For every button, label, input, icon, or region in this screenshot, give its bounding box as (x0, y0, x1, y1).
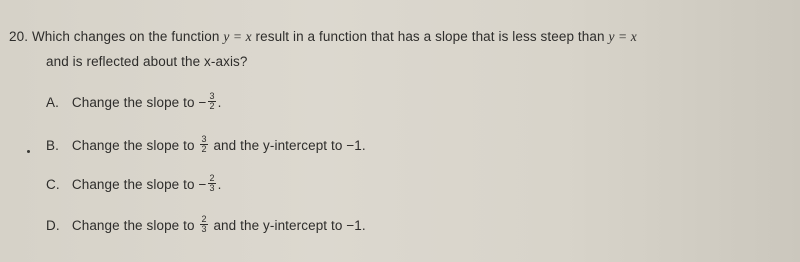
question-line-1 (9, 29, 637, 45)
option-text-end: and the y-intercept to −1. (213, 138, 366, 154)
fraction-denominator: 3 (201, 224, 207, 234)
option-text-end: and the y-intercept to −1. (213, 218, 366, 234)
slope-fraction (208, 92, 215, 111)
function-expression-2: y = x (608, 29, 637, 44)
slope-fraction (200, 135, 207, 154)
slope-fraction (208, 174, 215, 193)
option-c[interactable] (46, 173, 222, 195)
option-text: Change the slope to (71, 138, 195, 154)
question-text-start: Which changes on the function (31, 29, 220, 44)
option-letter: B. (46, 138, 59, 154)
option-a[interactable] (46, 91, 222, 113)
option-letter: D. (46, 218, 60, 234)
fraction-numerator: 2 (201, 214, 207, 224)
question-text-middle: result in a function that has a slope that is less steep than (255, 29, 605, 44)
fraction-numerator: 3 (201, 134, 207, 144)
option-letter: C. (46, 177, 60, 193)
question-text-end: and is reflected about the x-axis? (46, 54, 248, 69)
option-text: Change the slope to (71, 177, 195, 193)
question-line-2 (46, 54, 248, 69)
pencil-mark (27, 150, 30, 153)
option-letter: A. (46, 95, 59, 111)
slope-sign: − (198, 95, 207, 111)
fraction-numerator: 2 (209, 173, 215, 183)
fraction-denominator: 2 (209, 101, 215, 111)
option-d[interactable] (46, 214, 366, 236)
function-expression: y = x (223, 29, 252, 44)
option-b[interactable] (46, 134, 366, 156)
slope-sign: − (198, 177, 207, 193)
option-text: Change the slope to (71, 95, 195, 111)
slope-fraction (200, 215, 207, 234)
fraction-numerator: 3 (209, 91, 215, 101)
option-text: Change the slope to (71, 218, 195, 234)
option-text-end: . (217, 177, 222, 193)
question-number: 20. (9, 29, 29, 44)
option-text-end: . (217, 95, 222, 111)
fraction-denominator: 2 (201, 144, 207, 154)
fraction-denominator: 3 (209, 183, 215, 193)
